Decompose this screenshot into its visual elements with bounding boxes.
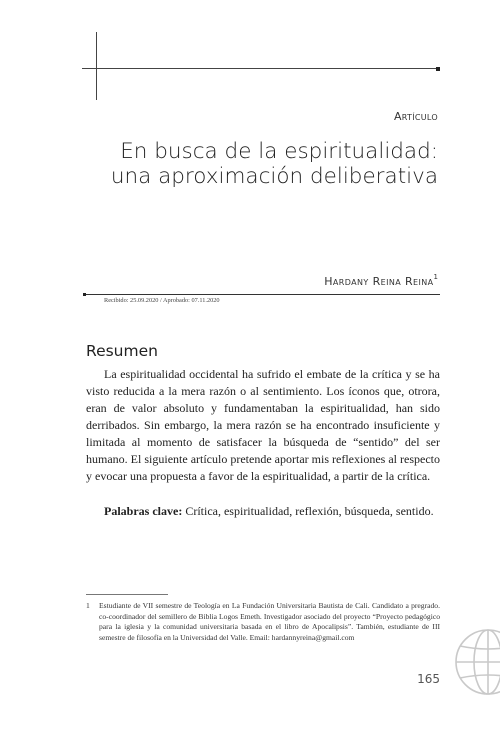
keywords-text: Crítica, espiritualidad, reflexión, búsqueda, sentido.: [185, 504, 434, 518]
title-line-2: una aproximación deliberativa: [110, 164, 438, 189]
author-rule: [85, 294, 440, 295]
abstract-heading: Resumen: [86, 342, 158, 360]
footnote-rule: [86, 594, 168, 595]
rule-end-square: [436, 67, 440, 71]
abstract-body: La espiritualidad occidental ha sufrido el embate de la crítica y se ha visto reducida a la mera razón o al sentimiento. Los íconos que, otrora, eran de valor absoluto y fundamentaban la espiritualidad, han sido derribados. Sin embargo, la mera razón se ha encontrado insuficiente y limitada al momento de satisfacer la búsqueda de “sentido” del ser humano. El siguiente artículo pretende aportar mis reflexiones al respecto y evocar una propuesta a favor de la espiritualidad, a partir de la crítica.: [86, 367, 440, 483]
footnote-number: 1: [86, 601, 90, 610]
header-rule: [82, 68, 438, 69]
section-label: Artículo: [393, 110, 438, 123]
author-footnote-mark: 1: [433, 273, 438, 281]
title-line-1: En busca de la espiritualidad:: [120, 139, 438, 164]
author-name-text: Hardany Reina Reina: [324, 275, 434, 288]
author-rule-square: [83, 293, 86, 296]
author-name: [324, 275, 438, 288]
globe-icon: [452, 612, 500, 702]
article-title: [78, 139, 438, 189]
page-number: 165: [417, 672, 440, 686]
keywords: [86, 503, 440, 520]
keywords-label: Palabras clave:: [104, 504, 183, 518]
footnote: [86, 601, 440, 644]
received-approved-dates: Recibido: 25.09.2020 / Aprobado: 07.11.2020: [104, 297, 220, 304]
footnote-text: Estudiante de VII semestre de Teología en La Fundación Universitaria Bautista de Cali. Candidato a pregrado. co-coordinador del semillero de Biblia Logos Emeth. Investigador asociado del proyecto “Proyecto pedagógico para la iglesia y la comunidad universitaria basada en el libro de Apocalipsis”. También, estudiante de III semestre de filosofía en la Universidad del Valle. Email: hardannyreina@gmail.com: [99, 601, 440, 643]
vertical-rule: [96, 32, 97, 100]
